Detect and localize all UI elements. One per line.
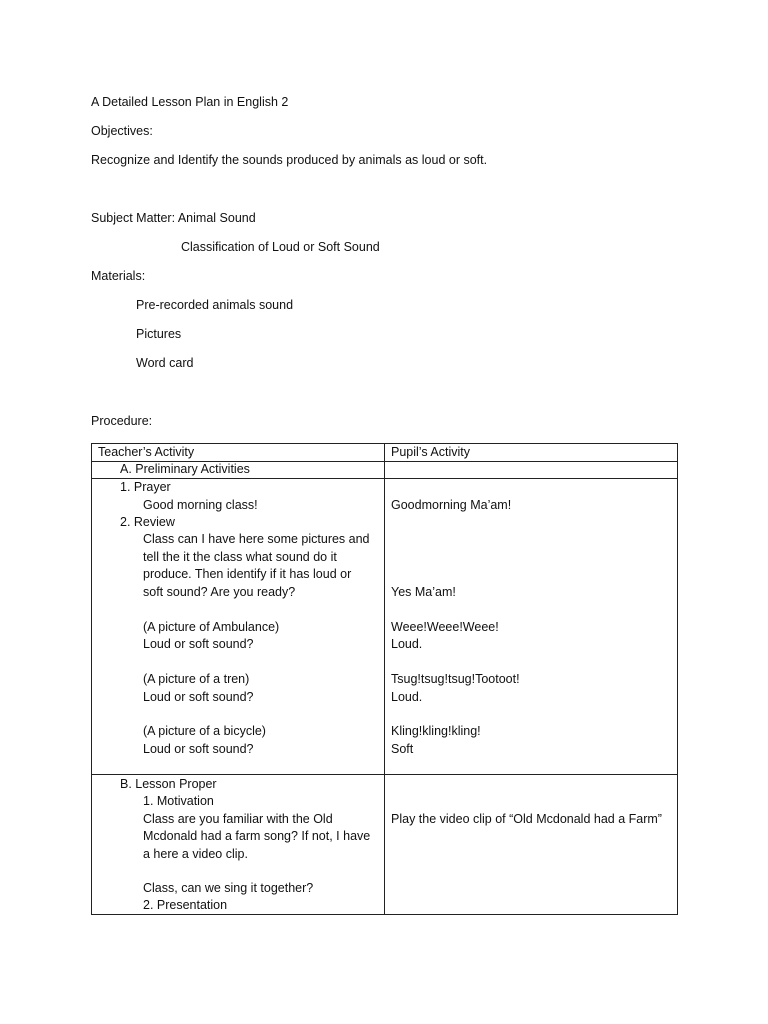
column-divider <box>384 444 385 914</box>
objectives-text: Recognize and Identify the sounds produced by animals as loud or soft. <box>91 153 488 167</box>
teacher-line: Good morning class! <box>143 498 258 512</box>
lesson-proper-heading: B. Lesson Proper <box>120 777 217 791</box>
subject-matter-sub: Classification of Loud or Soft Sound <box>181 240 380 254</box>
table-header-teacher: Teacher’s Activity <box>98 445 195 459</box>
procedure-table <box>91 443 678 915</box>
table-header-pupil: Pupil’s Activity <box>391 445 470 459</box>
pupil-line: Play the video clip of “Old Mcdonald had a Farm” <box>391 812 662 826</box>
subject-matter-label: Subject Matter: Animal Sound <box>91 211 256 225</box>
teacher-line: Loud or soft sound? <box>143 637 254 651</box>
teacher-line: 2. Review <box>120 515 175 529</box>
material-item: Word card <box>136 356 194 370</box>
teacher-line: Class can I have here some pictures and <box>143 532 370 546</box>
pupil-line: Loud. <box>391 637 423 651</box>
teacher-line: Class are you familiar with the Old <box>143 812 333 826</box>
teacher-line: soft sound? Are you ready? <box>143 585 296 599</box>
material-item: Pre-recorded animals sound <box>136 298 294 312</box>
pupil-line: Yes Ma’am! <box>391 585 456 599</box>
document-title: A Detailed Lesson Plan in English 2 <box>91 95 289 109</box>
pupil-line: Goodmorning Ma’am! <box>391 498 512 512</box>
objectives-heading: Objectives: <box>91 124 153 138</box>
pupil-line: Kling!kling!kling! <box>391 724 481 738</box>
pupil-line: Weee!Weee!Weee! <box>391 620 499 634</box>
teacher-line: tell the it the class what sound do it <box>143 550 337 564</box>
teacher-line: (A picture of Ambulance) <box>143 620 280 634</box>
teacher-line: Loud or soft sound? <box>143 690 254 704</box>
teacher-line: 1. Motivation <box>143 794 214 808</box>
teacher-line: Mcdonald had a farm song? If not, I have <box>143 829 371 843</box>
row-divider <box>92 774 677 775</box>
teacher-line: Loud or soft sound? <box>143 742 254 756</box>
pupil-line: Loud. <box>391 690 423 704</box>
procedure-heading: Procedure: <box>91 414 153 428</box>
material-item: Pictures <box>136 327 182 341</box>
teacher-line: 1. Prayer <box>120 480 171 494</box>
materials-heading: Materials: <box>91 269 146 283</box>
teacher-line: 2. Presentation <box>143 898 228 912</box>
teacher-line: Class, can we sing it together? <box>143 881 314 895</box>
teacher-line: a here a video clip. <box>143 847 248 861</box>
preliminary-heading: A. Preliminary Activities <box>120 462 250 476</box>
teacher-line: produce. Then identify if it has loud or <box>143 567 352 581</box>
teacher-line: (A picture of a tren) <box>143 672 250 686</box>
pupil-line: Soft <box>391 742 414 756</box>
pupil-line: Tsug!tsug!tsug!Tootoot! <box>391 672 520 686</box>
teacher-line: (A picture of a bicycle) <box>143 724 266 738</box>
